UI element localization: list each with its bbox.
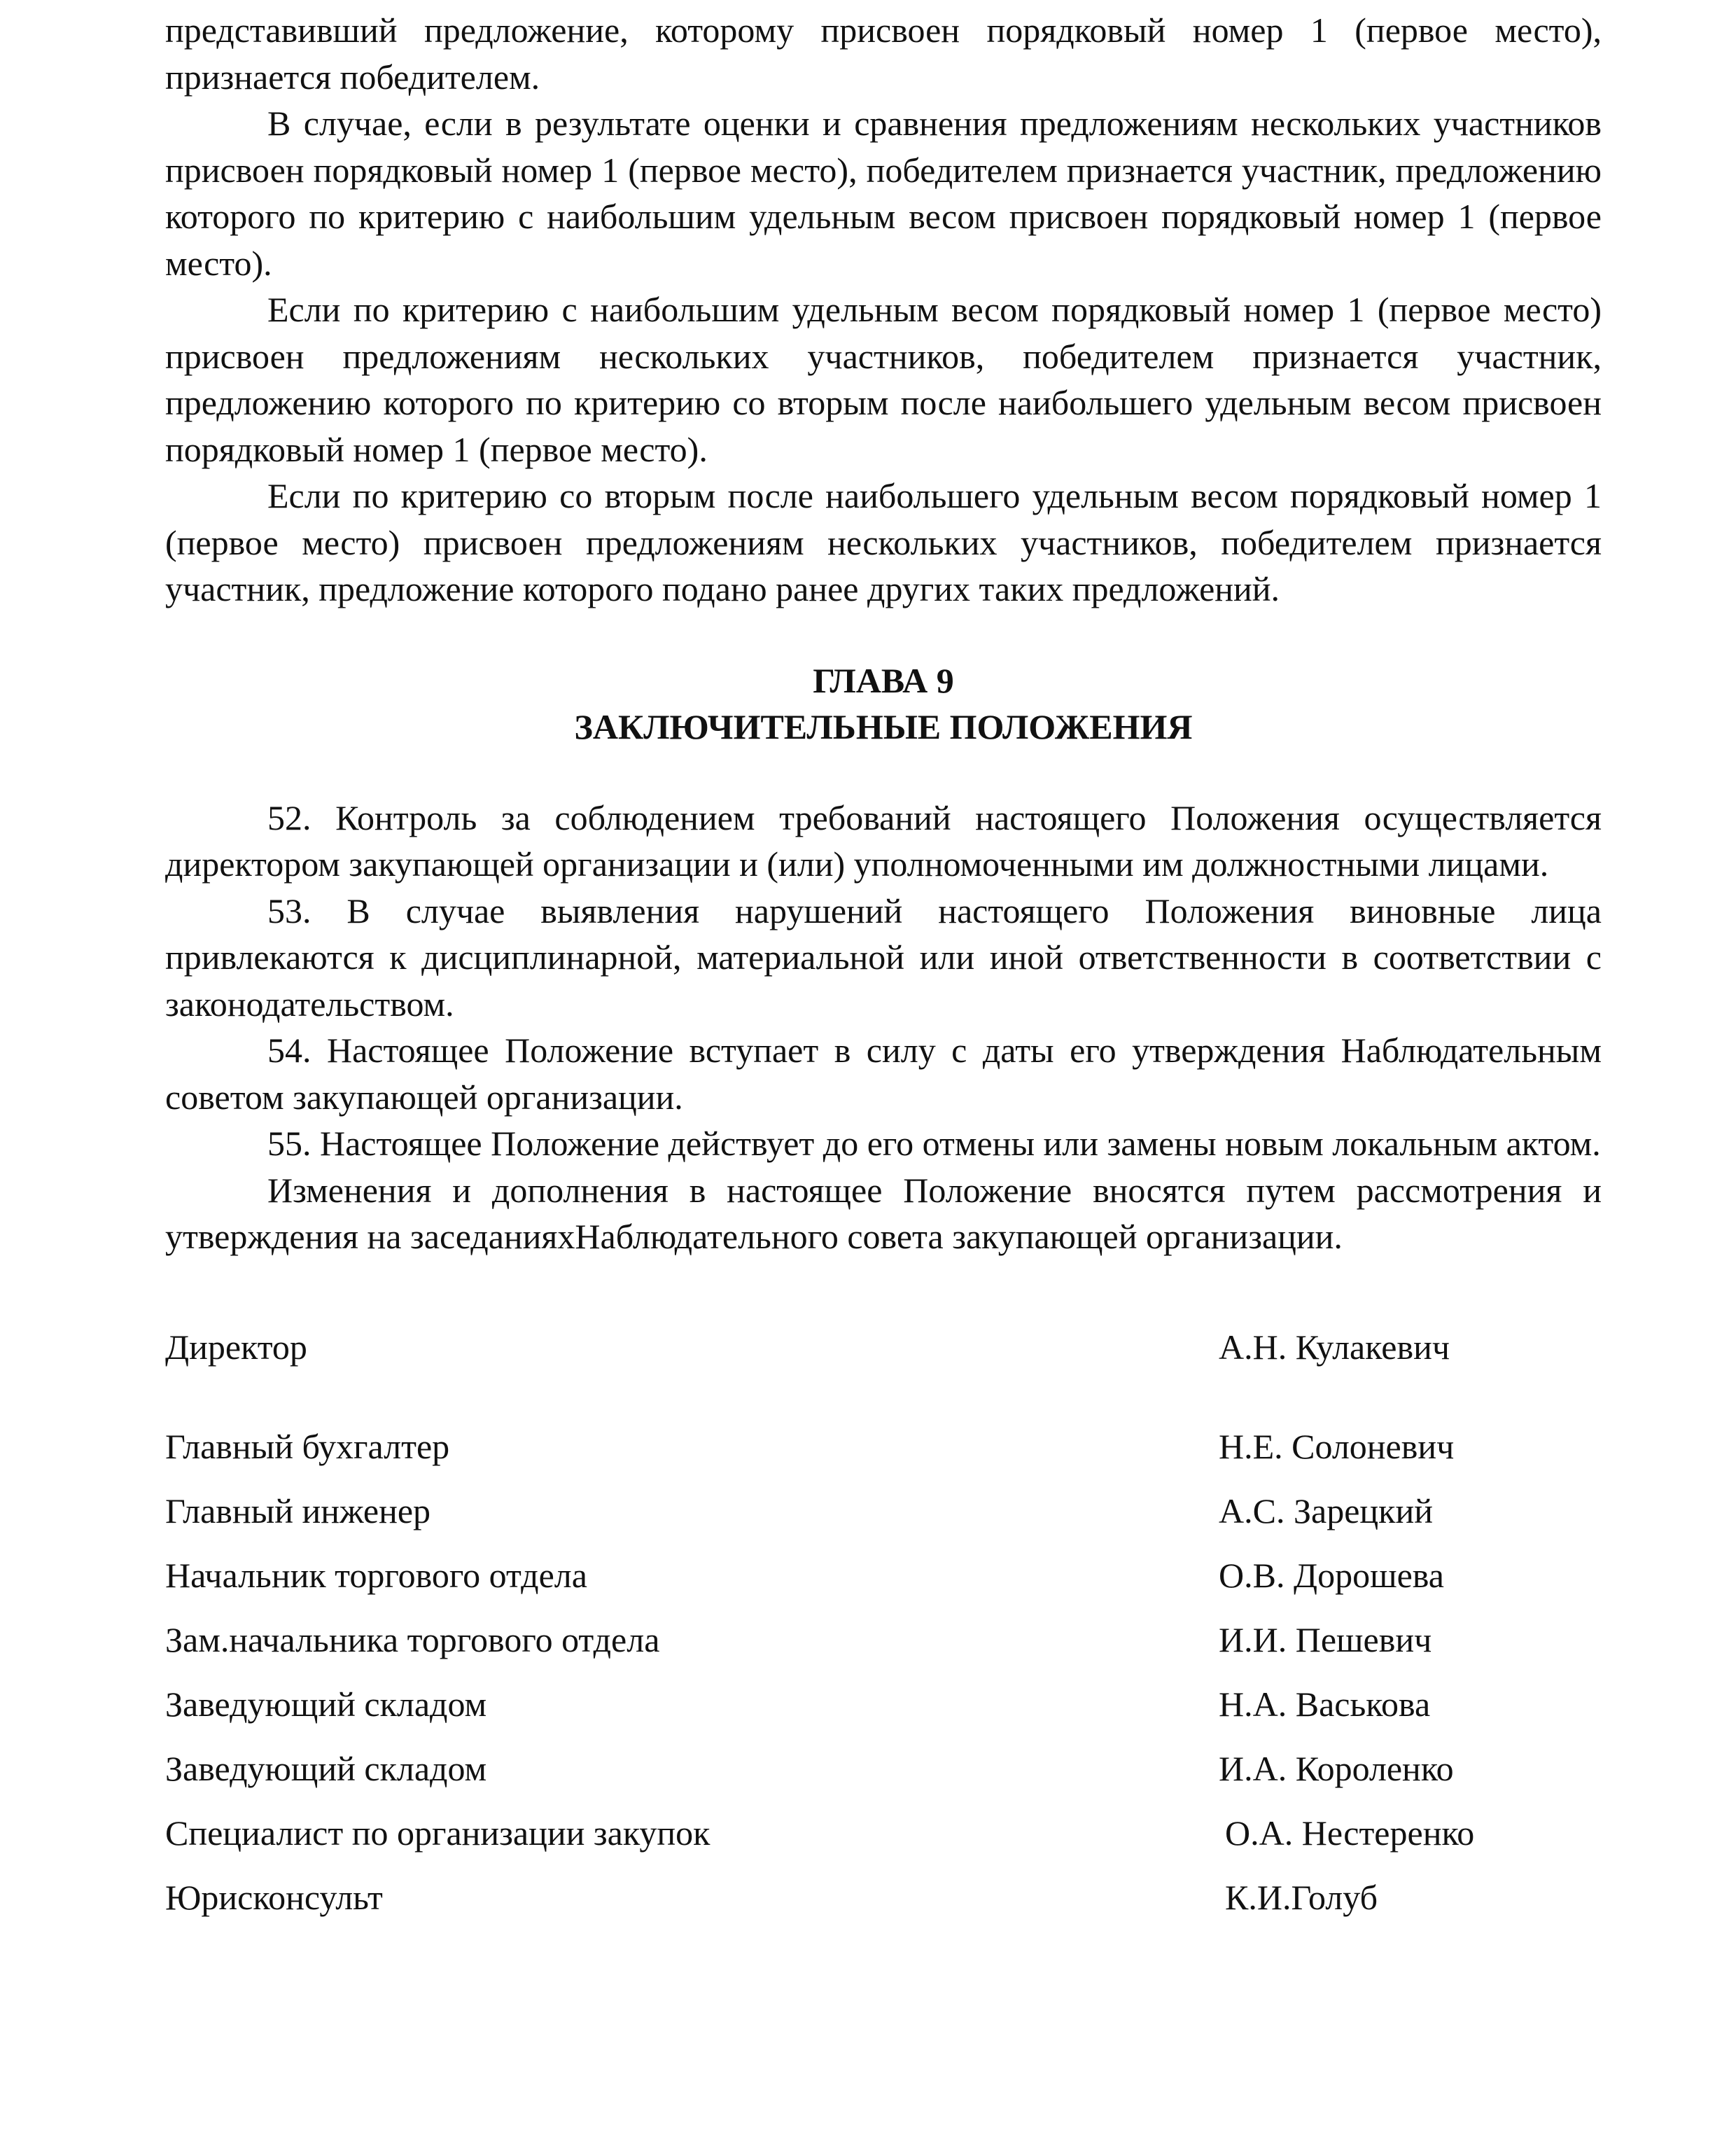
- chapter-heading: [165, 657, 1602, 750]
- paragraph-continuation: представивший предложение, которому присвоен порядковый номер 1 (первое место), признается победителем.: [165, 11, 1602, 97]
- final-provisions: [165, 795, 1602, 1260]
- paragraph-tie-rule: В случае, если в результате оценки и сравнения предложениям нескольких участников присвоен порядковый номер 1 (первое место), победителем признается участник, предложению которого по критерию с наибольшим удельным весом присвоен порядковый номер 1 (первое место).: [165, 104, 1602, 283]
- paragraph-amendments: Изменения и дополнения в настоящее Положение вносятся путем рассмотрения и утверждения на заседанияхНаблюдательного совета закупающей организации.: [165, 1170, 1602, 1256]
- signatory-position: Специалист по организации закупок: [165, 1813, 710, 1853]
- signature-block: [165, 1315, 1602, 1930]
- signatory-name: О.А. Нестеренко: [1225, 1813, 1475, 1853]
- signature-row: [165, 1736, 1602, 1801]
- chapter-number: ГЛАВА 9: [813, 660, 954, 700]
- signatory-name: Н.А. Васькова: [1219, 1684, 1431, 1724]
- signatory-name: Н.Е. Солоневич: [1219, 1426, 1455, 1466]
- chapter-title: ЗАКЛЮЧИТЕЛЬНЫЕ ПОЛОЖЕНИЯ: [574, 706, 1193, 746]
- signatory-position: Главный бухгалтер: [165, 1426, 450, 1466]
- clause-55: 55. Настоящее Положение действует до его отмены или замены новым локальным актом.: [267, 1124, 1601, 1163]
- signatory-position: Заведующий складом: [165, 1748, 487, 1788]
- signatory-position: Юрисконсульт: [165, 1877, 383, 1917]
- signature-row: [165, 1414, 1602, 1479]
- signatory-name: А.Н. Кулакевич: [1219, 1327, 1450, 1367]
- clause-53: 53. В случае выявления нарушений настоящего Положения виновные лица привлекаются к дисциплинарной, материальной или иной ответственности в соответствии с законодательством.: [165, 891, 1602, 1024]
- signature-row: [165, 1543, 1602, 1607]
- signature-row: [165, 1479, 1602, 1543]
- paragraph-earliest-offer: Если по критерию со вторым после наибольшего удельным весом порядковый номер 1 (первое место) присвоен предложениям нескольких участников, победителем признается участник, предложение которого подано ранее других таких предложений.: [165, 476, 1602, 608]
- signature-row: [165, 1801, 1602, 1865]
- signatory-position: Директор: [165, 1327, 307, 1367]
- clause-54: 54. Настоящее Положение вступает в силу с даты его утверждения Наблюдательным советом закупающей организации.: [165, 1031, 1602, 1117]
- signatory-name: И.И. Пешевич: [1219, 1619, 1432, 1659]
- signatory-position: Главный инженер: [165, 1491, 431, 1530]
- signatory-position: Начальник торгового отдела: [165, 1555, 587, 1595]
- signatory-name: И.А. Короленко: [1219, 1748, 1454, 1788]
- clause-52: 52. Контроль за соблюдением требований настоящего Положения осуществляется директором закупающей организации и (или) уполномоченными им должностными лицами.: [165, 797, 1602, 884]
- signatory-position: Заведующий складом: [165, 1684, 487, 1724]
- signatory-name: К.И.Голуб: [1225, 1877, 1378, 1917]
- signatory-name: А.С. Зарецкий: [1219, 1491, 1433, 1530]
- signature-row: [165, 1315, 1602, 1414]
- signature-row: [165, 1607, 1602, 1672]
- signature-row: [165, 1672, 1602, 1736]
- signature-row: [165, 1865, 1602, 1930]
- signatory-name: О.В. Дорошева: [1219, 1555, 1444, 1595]
- paragraph-second-criterion: Если по критерию с наибольшим удельным весом порядковый номер 1 (первое место) присвоен предложениям нескольких участников, победителем признается участник, предложению которого по критерию со вторым после наибольшего удельным весом присвоен порядковый номер 1 (первое место).: [165, 290, 1602, 469]
- document-page: [165, 0, 1602, 1930]
- signatory-position: Зам.начальника торгового отдела: [165, 1619, 660, 1659]
